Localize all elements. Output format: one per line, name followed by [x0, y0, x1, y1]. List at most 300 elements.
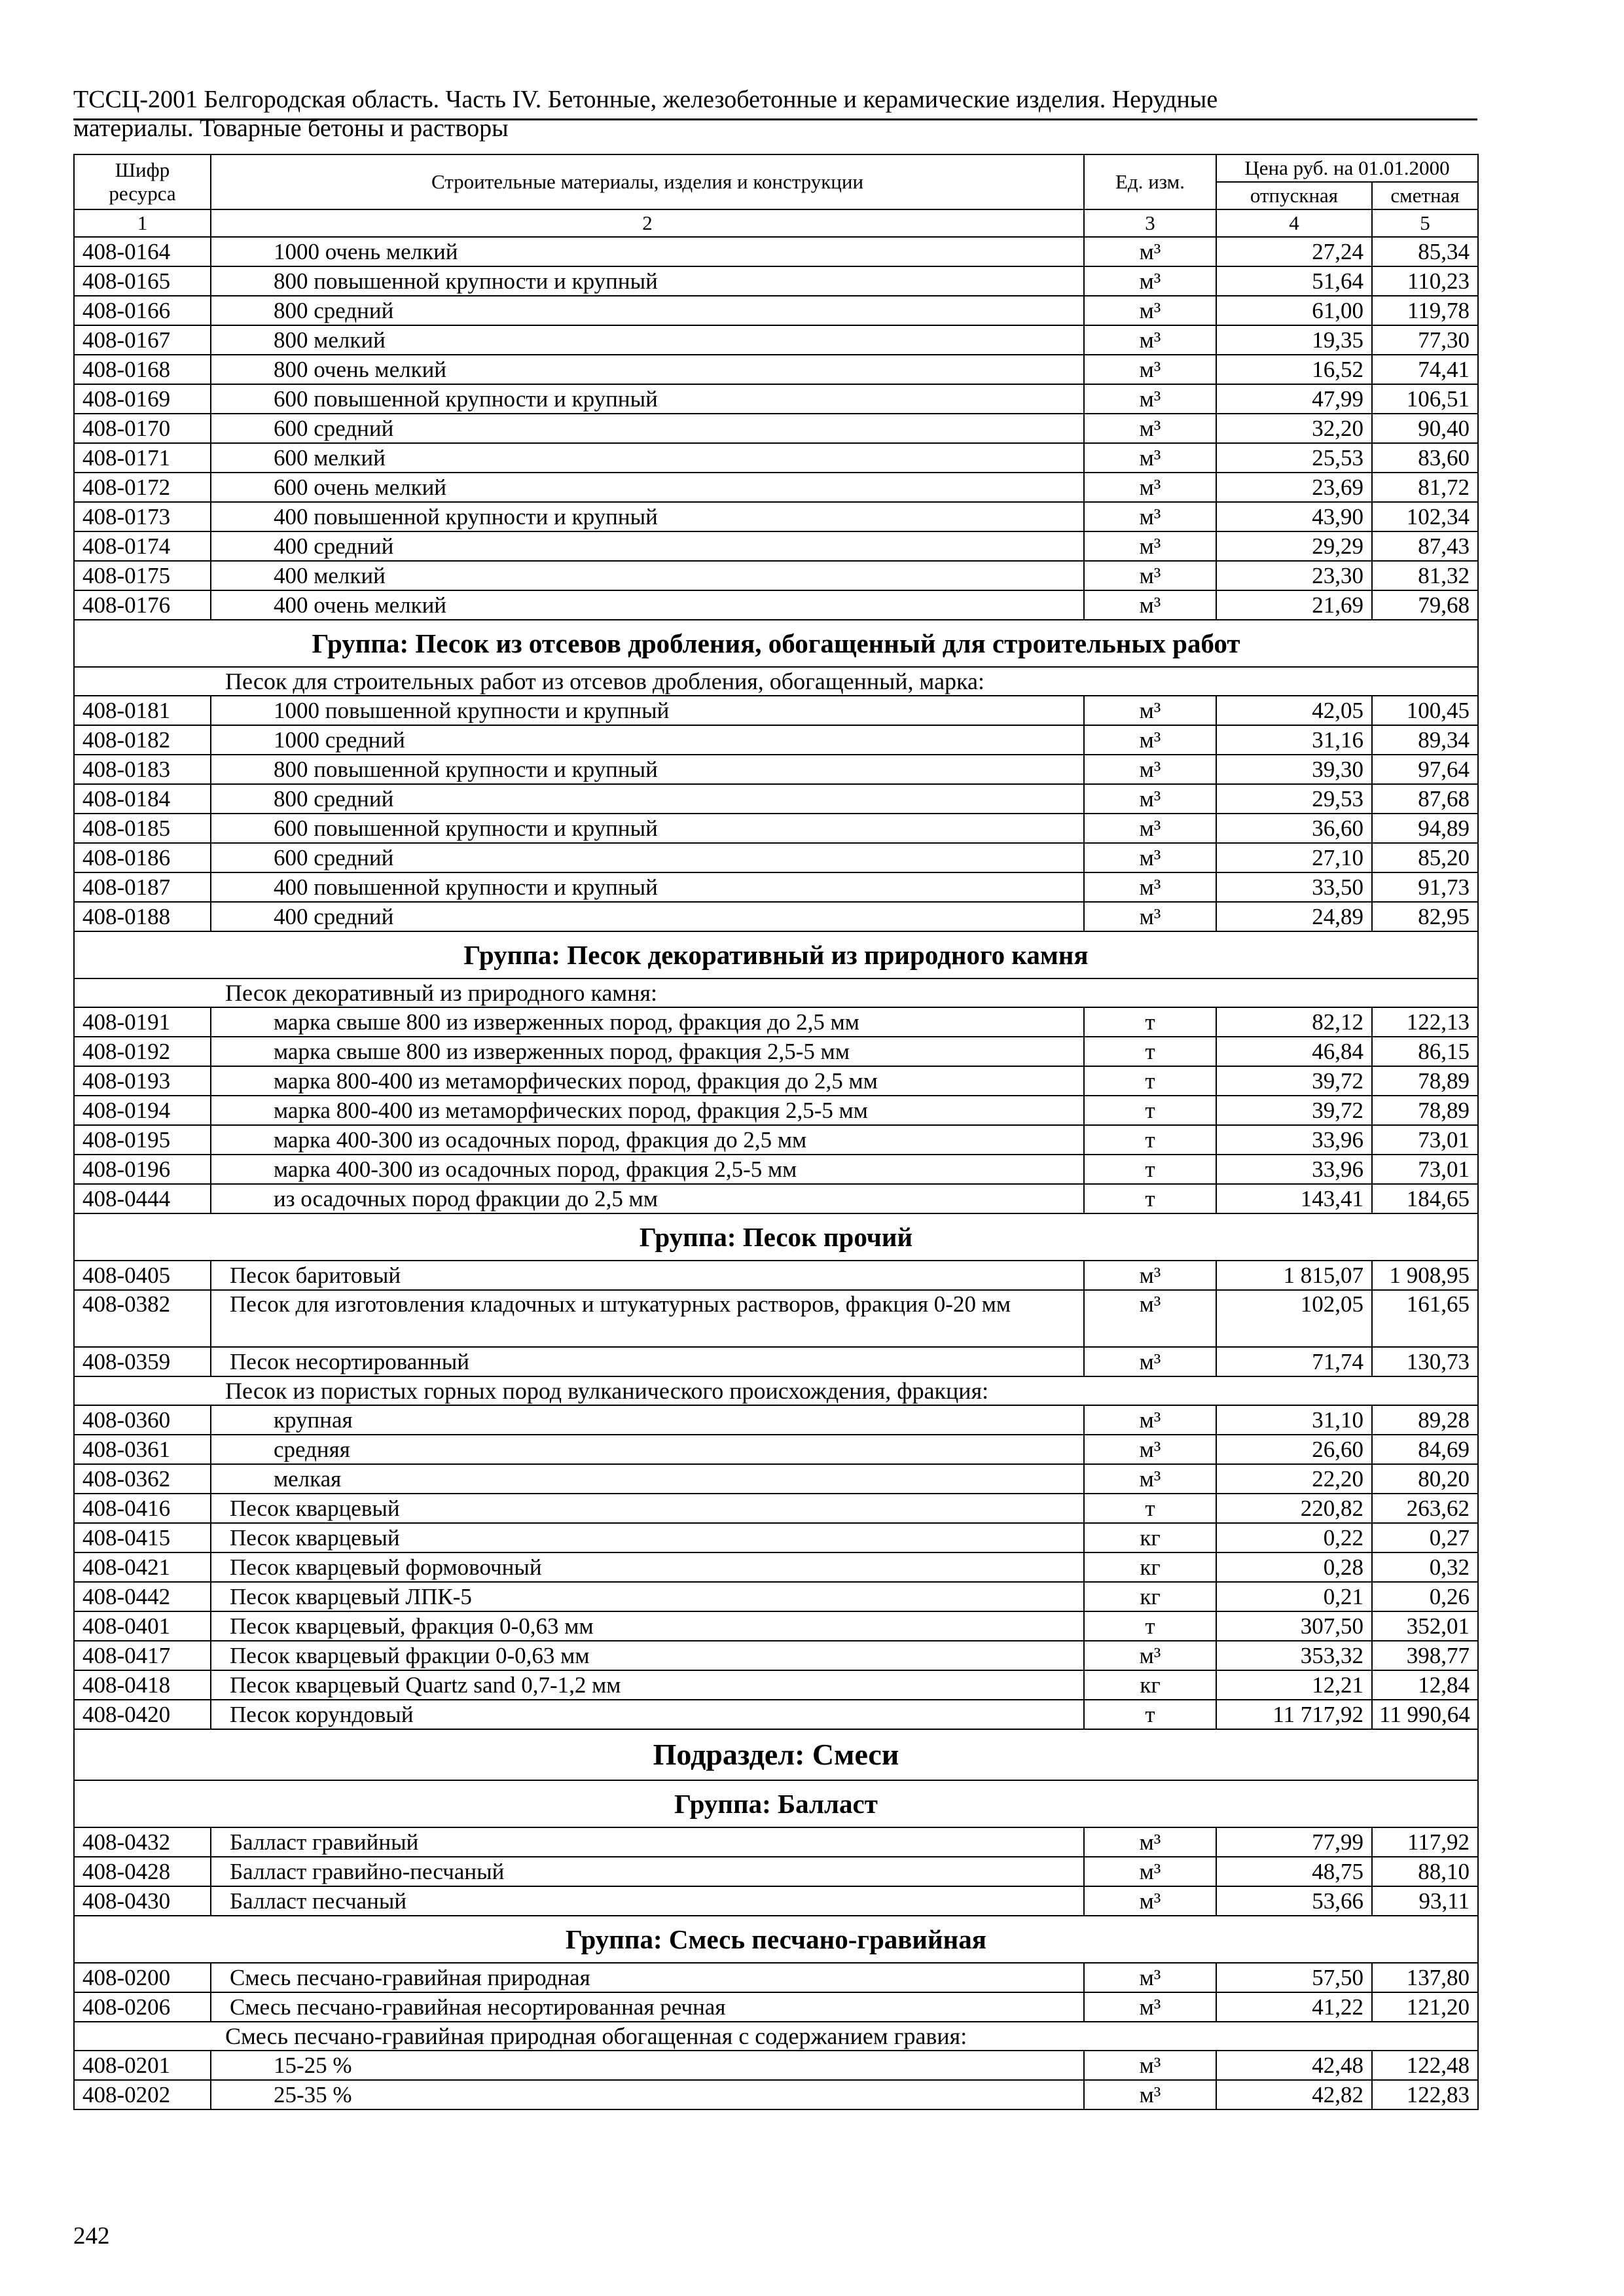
unit-of-measure: т — [1084, 1155, 1216, 1184]
resource-code: 408-0420 — [74, 1700, 211, 1729]
estimate-price: 82,95 — [1372, 902, 1478, 931]
release-price: 48,75 — [1216, 1857, 1372, 1886]
estimate-price: 81,32 — [1372, 561, 1478, 590]
release-price: 36,60 — [1216, 814, 1372, 843]
table-row — [74, 696, 1478, 725]
table-row — [74, 1290, 1478, 1347]
unit-of-measure: кг — [1084, 1552, 1216, 1582]
resource-code: 408-0167 — [74, 325, 211, 355]
unit-of-measure: т — [1084, 1096, 1216, 1125]
material-name: 25-35 % — [211, 2080, 1084, 2109]
estimate-price: 89,34 — [1372, 725, 1478, 755]
resource-code: 408-0174 — [74, 531, 211, 561]
unit-of-measure: т — [1084, 1700, 1216, 1729]
material-name: Песок кварцевый — [211, 1523, 1084, 1552]
material-name: из осадочных пород фракции до 2,5 мм — [211, 1184, 1084, 1213]
release-price: 1 815,07 — [1216, 1261, 1372, 1290]
resource-code: 408-0362 — [74, 1464, 211, 1494]
material-name: Песок кварцевый формовочный — [211, 1552, 1084, 1582]
estimate-price: 161,65 — [1372, 1290, 1478, 1347]
column-header-unit: Ед. изм. — [1084, 154, 1216, 209]
estimate-price: 85,34 — [1372, 237, 1478, 266]
unit-of-measure: м³ — [1084, 725, 1216, 755]
unit-of-measure: м³ — [1084, 502, 1216, 531]
estimate-price: 87,68 — [1372, 784, 1478, 814]
header-rule — [73, 118, 1477, 120]
release-price: 39,72 — [1216, 1066, 1372, 1096]
material-name: Смесь песчано-гравийная несортированная речная — [211, 1992, 1084, 2022]
release-price: 32,20 — [1216, 414, 1372, 443]
resource-code: 408-0166 — [74, 296, 211, 325]
resource-code: 408-0192 — [74, 1037, 211, 1066]
estimate-price: 97,64 — [1372, 755, 1478, 784]
unit-of-measure: м³ — [1084, 1464, 1216, 1494]
material-name: марка 800-400 из метаморфических пород, фракция 2,5-5 мм — [211, 1096, 1084, 1125]
release-price: 41,22 — [1216, 1992, 1372, 2022]
unit-of-measure: м³ — [1084, 561, 1216, 590]
estimate-price: 11 990,64 — [1372, 1700, 1478, 1729]
unit-of-measure: м³ — [1084, 384, 1216, 414]
release-price: 19,35 — [1216, 325, 1372, 355]
material-name: Песок кварцевый — [211, 1494, 1084, 1523]
unit-of-measure: м³ — [1084, 473, 1216, 502]
table-row — [74, 1037, 1478, 1066]
unit-of-measure: т — [1084, 1066, 1216, 1096]
subgroup-intro: Песок для строительных работ из отсевов дробления, обогащенный, марка: — [74, 667, 1478, 696]
unit-of-measure: м³ — [1084, 414, 1216, 443]
group-heading: Группа: Балласт — [74, 1780, 1478, 1827]
unit-of-measure: м³ — [1084, 443, 1216, 473]
resource-code: 408-0164 — [74, 237, 211, 266]
release-price: 102,05 — [1216, 1290, 1372, 1347]
release-price: 33,96 — [1216, 1155, 1372, 1184]
column-number: 4 — [1216, 209, 1372, 237]
release-price: 42,05 — [1216, 696, 1372, 725]
resource-code: 408-0184 — [74, 784, 211, 814]
resource-code: 408-0170 — [74, 414, 211, 443]
table-row — [74, 1886, 1478, 1916]
table-row — [74, 2080, 1478, 2109]
estimate-price: 90,40 — [1372, 414, 1478, 443]
release-price: 71,74 — [1216, 1347, 1372, 1376]
estimate-price: 89,28 — [1372, 1405, 1478, 1435]
release-price: 39,30 — [1216, 755, 1372, 784]
subgroup-intro: Песок декоративный из природного камня: — [74, 978, 1478, 1007]
table-row — [74, 325, 1478, 355]
release-price: 61,00 — [1216, 296, 1372, 325]
release-price: 39,72 — [1216, 1096, 1372, 1125]
estimate-price: 184,65 — [1372, 1184, 1478, 1213]
release-price: 26,60 — [1216, 1435, 1372, 1464]
material-name: 400 повышенной крупности и крупный — [211, 872, 1084, 902]
resource-code: 408-0428 — [74, 1857, 211, 1886]
resource-code: 408-0168 — [74, 355, 211, 384]
resource-code: 408-0172 — [74, 473, 211, 502]
table-row — [74, 355, 1478, 384]
estimate-price: 352,01 — [1372, 1611, 1478, 1641]
unit-of-measure: м³ — [1084, 2080, 1216, 2109]
release-price: 46,84 — [1216, 1037, 1372, 1066]
table-row — [74, 1992, 1478, 2022]
unit-of-measure: м³ — [1084, 1405, 1216, 1435]
estimate-price: 81,72 — [1372, 473, 1478, 502]
release-price: 0,22 — [1216, 1523, 1372, 1552]
release-price: 77,99 — [1216, 1827, 1372, 1857]
table-row — [74, 1347, 1478, 1376]
release-price: 11 717,92 — [1216, 1700, 1372, 1729]
table-row — [74, 1700, 1478, 1729]
material-name: 800 мелкий — [211, 325, 1084, 355]
subsection-heading-row — [74, 1729, 1478, 1780]
release-price: 23,69 — [1216, 473, 1372, 502]
material-name: 600 средний — [211, 414, 1084, 443]
release-price: 51,64 — [1216, 266, 1372, 296]
material-name: Песок кварцевый, фракция 0-0,63 мм — [211, 1611, 1084, 1641]
table-row — [74, 1582, 1478, 1611]
release-price: 29,29 — [1216, 531, 1372, 561]
price-table-header — [74, 154, 1478, 237]
material-name: Балласт гравийно-песчаный — [211, 1857, 1084, 1886]
release-price: 23,30 — [1216, 561, 1372, 590]
table-row — [74, 1066, 1478, 1096]
material-name: марка 400-300 из осадочных пород, фракция 2,5-5 мм — [211, 1155, 1084, 1184]
estimate-price: 78,89 — [1372, 1066, 1478, 1096]
unit-of-measure: кг — [1084, 1582, 1216, 1611]
unit-of-measure: м³ — [1084, 590, 1216, 620]
release-price: 0,28 — [1216, 1552, 1372, 1582]
estimate-price: 122,83 — [1372, 2080, 1478, 2109]
release-price: 0,21 — [1216, 1582, 1372, 1611]
estimate-price: 91,73 — [1372, 872, 1478, 902]
material-name: 400 повышенной крупности и крупный — [211, 502, 1084, 531]
resource-code: 408-0444 — [74, 1184, 211, 1213]
resource-code: 408-0415 — [74, 1523, 211, 1552]
resource-code: 408-0175 — [74, 561, 211, 590]
estimate-price: 73,01 — [1372, 1155, 1478, 1184]
table-row — [74, 237, 1478, 266]
unit-of-measure: т — [1084, 1494, 1216, 1523]
table-row — [74, 1552, 1478, 1582]
material-name: 1000 очень мелкий — [211, 237, 1084, 266]
unit-of-measure: т — [1084, 1007, 1216, 1037]
resource-code: 408-0418 — [74, 1670, 211, 1700]
estimate-price: 12,84 — [1372, 1670, 1478, 1700]
subgroup-intro-row — [74, 2022, 1478, 2051]
estimate-price: 84,69 — [1372, 1435, 1478, 1464]
material-name: средняя — [211, 1435, 1084, 1464]
column-number: 1 — [74, 209, 211, 237]
resource-code: 408-0421 — [74, 1552, 211, 1582]
release-price: 25,53 — [1216, 443, 1372, 473]
estimate-price: 94,89 — [1372, 814, 1478, 843]
release-price: 33,96 — [1216, 1125, 1372, 1155]
unit-of-measure: м³ — [1084, 266, 1216, 296]
table-row — [74, 1435, 1478, 1464]
material-name: 400 очень мелкий — [211, 590, 1084, 620]
unit-of-measure: м³ — [1084, 237, 1216, 266]
unit-of-measure: м³ — [1084, 1992, 1216, 2022]
estimate-price: 73,01 — [1372, 1125, 1478, 1155]
table-row — [74, 1125, 1478, 1155]
estimate-price: 119,78 — [1372, 296, 1478, 325]
estimate-price: 122,13 — [1372, 1007, 1478, 1037]
table-row — [74, 1827, 1478, 1857]
release-price: 29,53 — [1216, 784, 1372, 814]
table-row — [74, 443, 1478, 473]
estimate-price: 102,34 — [1372, 502, 1478, 531]
table-row — [74, 1464, 1478, 1494]
estimate-price: 85,20 — [1372, 843, 1478, 872]
resource-code: 408-0359 — [74, 1347, 211, 1376]
group-heading-row — [74, 1213, 1478, 1261]
header-line-1: ТССЦ-2001 Белгородская область. Часть IV. Бетонные, железобетонные и керамические изделия. Нерудные — [73, 86, 1218, 113]
table-row — [74, 561, 1478, 590]
material-name: 600 мелкий — [211, 443, 1084, 473]
material-name: 800 повышенной крупности и крупный — [211, 755, 1084, 784]
material-name: 800 очень мелкий — [211, 355, 1084, 384]
group-heading-row — [74, 1916, 1478, 1963]
group-heading-row — [74, 1780, 1478, 1827]
estimate-price: 130,73 — [1372, 1347, 1478, 1376]
unit-of-measure: м³ — [1084, 1290, 1216, 1347]
material-name: Смесь песчано-гравийная природная — [211, 1963, 1084, 1992]
estimate-price: 83,60 — [1372, 443, 1478, 473]
resource-code: 408-0196 — [74, 1155, 211, 1184]
resource-code: 408-0187 — [74, 872, 211, 902]
estimate-price: 121,20 — [1372, 1992, 1478, 2022]
release-price: 12,21 — [1216, 1670, 1372, 1700]
material-name: 600 повышенной крупности и крупный — [211, 384, 1084, 414]
material-name: 600 средний — [211, 843, 1084, 872]
unit-of-measure: м³ — [1084, 843, 1216, 872]
release-price: 353,32 — [1216, 1641, 1372, 1670]
material-name: 15-25 % — [211, 2051, 1084, 2080]
unit-of-measure: м³ — [1084, 872, 1216, 902]
estimate-price: 1 908,95 — [1372, 1261, 1478, 1290]
material-name: марка 800-400 из метаморфических пород, фракция до 2,5 мм — [211, 1066, 1084, 1096]
material-name: Песок корундовый — [211, 1700, 1084, 1729]
resource-code: 408-0432 — [74, 1827, 211, 1857]
unit-of-measure: т — [1084, 1611, 1216, 1641]
estimate-price: 263,62 — [1372, 1494, 1478, 1523]
estimate-price: 100,45 — [1372, 696, 1478, 725]
table-row — [74, 1184, 1478, 1213]
resource-code: 408-0417 — [74, 1641, 211, 1670]
table-row — [74, 1963, 1478, 1992]
resource-code: 408-0405 — [74, 1261, 211, 1290]
material-name: 800 повышенной крупности и крупный — [211, 266, 1084, 296]
table-row — [74, 843, 1478, 872]
table-row — [74, 1155, 1478, 1184]
column-numbers-row — [74, 209, 1478, 237]
table-row — [74, 902, 1478, 931]
estimate-price: 110,23 — [1372, 266, 1478, 296]
release-price: 27,10 — [1216, 843, 1372, 872]
table-row — [74, 784, 1478, 814]
material-name: крупная — [211, 1405, 1084, 1435]
unit-of-measure: м³ — [1084, 902, 1216, 931]
unit-of-measure: м³ — [1084, 1435, 1216, 1464]
column-header-code: Шифр ресурса — [74, 154, 211, 209]
release-price: 27,24 — [1216, 237, 1372, 266]
table-row — [74, 725, 1478, 755]
column-number: 2 — [211, 209, 1084, 237]
release-price: 31,10 — [1216, 1405, 1372, 1435]
resource-code: 408-0171 — [74, 443, 211, 473]
estimate-price: 78,89 — [1372, 1096, 1478, 1125]
table-row — [74, 531, 1478, 561]
table-row — [74, 266, 1478, 296]
release-price: 220,82 — [1216, 1494, 1372, 1523]
material-name: Балласт гравийный — [211, 1827, 1084, 1857]
subgroup-intro-row — [74, 667, 1478, 696]
header-line-2: материалы. Товарные бетоны и растворы — [73, 115, 509, 142]
unit-of-measure: м³ — [1084, 1347, 1216, 1376]
resource-code: 408-0201 — [74, 2051, 211, 2080]
group-heading: Группа: Песок из отсевов дробления, обогащенный для строительных работ — [74, 620, 1478, 667]
unit-of-measure: м³ — [1084, 784, 1216, 814]
material-name: марка свыше 800 из изверженных пород, фракция до 2,5 мм — [211, 1007, 1084, 1037]
table-row — [74, 414, 1478, 443]
material-name: 600 очень мелкий — [211, 473, 1084, 502]
release-price: 47,99 — [1216, 384, 1372, 414]
material-name: мелкая — [211, 1464, 1084, 1494]
estimate-price: 122,48 — [1372, 2051, 1478, 2080]
unit-of-measure: т — [1084, 1125, 1216, 1155]
table-row — [74, 473, 1478, 502]
resource-code: 408-0194 — [74, 1096, 211, 1125]
table-row — [74, 872, 1478, 902]
release-price: 24,89 — [1216, 902, 1372, 931]
resource-code: 408-0430 — [74, 1886, 211, 1916]
table-row — [74, 1007, 1478, 1037]
unit-of-measure: т — [1084, 1037, 1216, 1066]
resource-code: 408-0182 — [74, 725, 211, 755]
unit-of-measure: м³ — [1084, 1857, 1216, 1886]
subgroup-intro-row — [74, 1376, 1478, 1405]
resource-code: 408-0200 — [74, 1963, 211, 1992]
unit-of-measure: м³ — [1084, 755, 1216, 784]
material-name: 600 повышенной крупности и крупный — [211, 814, 1084, 843]
table-row — [74, 1261, 1478, 1290]
release-price: 57,50 — [1216, 1963, 1372, 1992]
price-table-body — [74, 237, 1478, 2109]
material-name: 400 средний — [211, 531, 1084, 561]
table-row — [74, 814, 1478, 843]
subgroup-intro: Песок из пористых горных пород вулканического происхождения, фракция: — [74, 1376, 1478, 1405]
resource-code: 408-0202 — [74, 2080, 211, 2109]
table-row — [74, 1494, 1478, 1523]
unit-of-measure: м³ — [1084, 1261, 1216, 1290]
unit-of-measure: м³ — [1084, 325, 1216, 355]
release-price: 42,82 — [1216, 2080, 1372, 2109]
unit-of-measure: м³ — [1084, 531, 1216, 561]
table-row — [74, 1096, 1478, 1125]
group-heading-row — [74, 931, 1478, 978]
release-price: 16,52 — [1216, 355, 1372, 384]
column-number: 3 — [1084, 209, 1216, 237]
table-row — [74, 384, 1478, 414]
resource-code: 408-0360 — [74, 1405, 211, 1435]
table-row — [74, 1857, 1478, 1886]
group-heading: Группа: Смесь песчано-гравийная — [74, 1916, 1478, 1963]
resource-code: 408-0181 — [74, 696, 211, 725]
release-price: 42,48 — [1216, 2051, 1372, 2080]
release-price: 82,12 — [1216, 1007, 1372, 1037]
unit-of-measure: м³ — [1084, 696, 1216, 725]
unit-of-measure: м³ — [1084, 355, 1216, 384]
estimate-price: 86,15 — [1372, 1037, 1478, 1066]
estimate-price: 137,80 — [1372, 1963, 1478, 1992]
material-name: Песок кварцевый фракции 0-0,63 мм — [211, 1641, 1084, 1670]
subsection-heading: Подраздел: Смеси — [74, 1729, 1478, 1780]
page-number: 242 — [73, 2223, 110, 2250]
unit-of-measure: м³ — [1084, 814, 1216, 843]
release-price: 33,50 — [1216, 872, 1372, 902]
unit-of-measure: т — [1084, 1184, 1216, 1213]
subgroup-intro-row — [74, 978, 1478, 1007]
release-price: 21,69 — [1216, 590, 1372, 620]
resource-code: 408-0173 — [74, 502, 211, 531]
material-name: 800 средний — [211, 784, 1084, 814]
material-name: Балласт песчаный — [211, 1886, 1084, 1916]
estimate-price: 88,10 — [1372, 1857, 1478, 1886]
subgroup-intro: Смесь песчано-гравийная природная обогащенная с содержанием гравия: — [74, 2022, 1478, 2051]
release-price: 31,16 — [1216, 725, 1372, 755]
table-row — [74, 296, 1478, 325]
resource-code: 408-0185 — [74, 814, 211, 843]
table-row — [74, 1405, 1478, 1435]
page-header — [73, 85, 1477, 143]
unit-of-measure: м³ — [1084, 296, 1216, 325]
table-row — [74, 1641, 1478, 1670]
material-name: Песок баритовый — [211, 1261, 1084, 1290]
table-row — [74, 590, 1478, 620]
price-table — [73, 154, 1479, 2110]
estimate-price: 80,20 — [1372, 1464, 1478, 1494]
table-row — [74, 1670, 1478, 1700]
table-row — [74, 2051, 1478, 2080]
estimate-price: 87,43 — [1372, 531, 1478, 561]
table-row — [74, 1611, 1478, 1641]
unit-of-measure: м³ — [1084, 1886, 1216, 1916]
material-name: Песок кварцевый ЛПК-5 — [211, 1582, 1084, 1611]
estimate-price: 77,30 — [1372, 325, 1478, 355]
material-name: Песок несортированный — [211, 1347, 1084, 1376]
resource-code: 408-0183 — [74, 755, 211, 784]
resource-code: 408-0361 — [74, 1435, 211, 1464]
material-name: 400 средний — [211, 902, 1084, 931]
resource-code: 408-0193 — [74, 1066, 211, 1096]
release-price: 307,50 — [1216, 1611, 1372, 1641]
unit-of-measure: м³ — [1084, 1641, 1216, 1670]
estimate-price: 0,32 — [1372, 1552, 1478, 1582]
unit-of-measure: кг — [1084, 1670, 1216, 1700]
group-heading: Группа: Песок декоративный из природного камня — [74, 931, 1478, 978]
material-name: 1000 средний — [211, 725, 1084, 755]
material-name: Песок кварцевый Quartz sand 0,7-1,2 мм — [211, 1670, 1084, 1700]
estimate-price: 0,26 — [1372, 1582, 1478, 1611]
resource-code: 408-0382 — [74, 1290, 211, 1347]
column-number: 5 — [1372, 209, 1478, 237]
resource-code: 408-0188 — [74, 902, 211, 931]
unit-of-measure: кг — [1084, 1523, 1216, 1552]
material-name: марка свыше 800 из изверженных пород, фракция 2,5-5 мм — [211, 1037, 1084, 1066]
table-row — [74, 502, 1478, 531]
material-name: марка 400-300 из осадочных пород, фракция до 2,5 мм — [211, 1125, 1084, 1155]
column-header-price: Цена руб. на 01.01.2000 — [1216, 154, 1478, 182]
release-price: 43,90 — [1216, 502, 1372, 531]
